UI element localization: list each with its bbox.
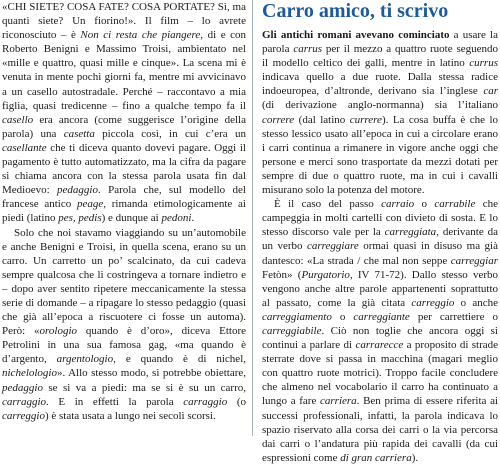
italic-run: peage xyxy=(76,198,104,211)
text-run: ). La cosa buffa è che lo stesso lessico usato all’epoca in cui a circolare erano i carri continua a rimanere in vigore anche oggi che persone e merci sono trasportate da mezzi dotati per sempre di due o quattro ruote, ma in cui i cavalli misurano solo la potenza del motore. xyxy=(262,113,499,197)
italic-run: carreggiar xyxy=(450,254,498,267)
italic-run: pedaggio xyxy=(57,184,98,197)
text-run: a proposito di strade sterrate dove si passa in macchina (magari meglio con quattro ruote motrici). Troppo facile concludere che almeno nel vocabolario il carro ha continuato a lungo a fare xyxy=(262,339,498,408)
bold-lead-in: Gli antichi romani avevano cominciato xyxy=(262,29,450,41)
text-run: . Ciò non toglie che ancora oggi si continui a parlare di xyxy=(262,324,498,352)
italic-run: carreggio xyxy=(411,296,455,309)
text-run: ) e dunque ai xyxy=(101,212,162,225)
italic-run: carreggiata xyxy=(384,226,437,239)
italic-run: correre xyxy=(262,113,295,126)
italic-run: carrabile xyxy=(434,198,476,211)
italic-run: carriera xyxy=(320,395,357,408)
italic-run: Non ci resta che piangere xyxy=(80,29,201,42)
italic-run: carreggiare xyxy=(307,240,359,253)
italic-run: carraggio xyxy=(183,395,228,408)
text-run: per carrettiere o xyxy=(409,310,498,323)
text-run: , rimanda etimologicamente ai piedi (latino xyxy=(2,198,246,225)
text-run: (dal latino xyxy=(294,113,350,126)
text-run: per il mezzo a quattro ruote seguendo il modello celtico dei galli, mentre in latino xyxy=(262,43,498,70)
italic-run: pedaggio xyxy=(2,381,43,394)
text-run: . Ben prima di essere riferita ai successi professionali, infatti, la parola indicava lo spazio riservato alla corsa dei carri o la via percorsa dai carri o l’andatura più rapida dei cavalli (da cui espressioni come xyxy=(262,395,499,464)
right-paragraph-1 xyxy=(262,28,498,197)
text-run: ) è stata usata a lungo nei secoli scorsi. xyxy=(44,409,216,422)
text-run: . E in effetti la parola xyxy=(46,395,184,408)
italic-run: currere xyxy=(349,113,382,126)
text-run: piccola così, in cui c’era un xyxy=(94,127,247,140)
italic-run: carrarecce xyxy=(355,339,404,352)
text-run: ». Allo stesso modo, si potrebbe obiettare, xyxy=(57,367,246,380)
text-run: (o xyxy=(227,395,246,408)
italic-run: argentologio xyxy=(56,353,114,366)
article-title: Carro amico, ti scrivo xyxy=(262,0,449,22)
text-run: Fetòn» ( xyxy=(262,268,302,281)
italic-run: carreggio xyxy=(2,409,45,422)
italic-run: Purgatorio xyxy=(301,268,350,281)
italic-run: currus xyxy=(469,57,498,70)
italic-run: pes, pedis xyxy=(58,212,102,225)
text-run: . Parola che, sul modello del francese antico xyxy=(2,184,246,211)
text-run: . xyxy=(191,212,195,225)
text-run: ). xyxy=(411,451,419,464)
text-run: , di e con Roberto Benigni e Massimo Troisi, ambientato nel «mille e quattro, quasi mille e cinque». La scena mi è venuta in mente pochi giorni fa, mentre mi avvicinavo a un casello autostradale. Perché – raccontavo a mia figlia, quasi tredicenne – fino a qualche tempo fa il xyxy=(2,29,246,112)
italic-run: pedoni xyxy=(161,212,192,225)
text-run: quando è d’oro», diceva Ettore Petrolini in una sua famosa gag, «ma quando è d’argento, xyxy=(2,325,246,366)
italic-run: carraio xyxy=(381,198,415,211)
text-run: Solo che noi stavamo viaggiando su un’automobile e anche Benigni e Troisi, in quella scena, erano su un carro. Un carretto un po’ scalcinato, da cui cadeva sempre qualcosa che li costringeva a tornare indietro e – dopo aver sentito ripetere meccanicamente la stessa serie di domande – a ripagare lo stesso pedaggio (quasi che già all’epoca a riscuotere ci fosse un automa). Però: « xyxy=(2,226,246,338)
text-run: che ti diceva quanto dovevi pagare. Oggi il pagamento è tutto automatizzato, ma la cifra da pagare si chiama ancora con la stessa parola usata fin dal Medioevo: xyxy=(2,141,246,197)
left-paragraph-1 xyxy=(2,0,246,226)
italic-run: nichelologio xyxy=(2,367,57,380)
text-run: , derivante da un verbo xyxy=(262,226,499,253)
right-column xyxy=(262,0,498,465)
text-run: se si va a piedi: ma se si è su un carro, xyxy=(42,381,246,394)
text-run: , e quando è di nichel, xyxy=(113,353,246,366)
text-run: o xyxy=(331,310,354,323)
left-column xyxy=(2,0,246,423)
text-run: a usare la parola xyxy=(262,29,499,56)
text-run: indicava quello a due ruote. Dalla stessa radice indoeuropea, d’altronde, derivano sia l’inglese xyxy=(262,71,498,98)
italic-run: casetta xyxy=(63,127,95,140)
italic-run: casellante xyxy=(2,141,47,154)
text-run: o xyxy=(414,198,435,211)
italic-run: carreggiante xyxy=(353,310,410,323)
left-paragraph-2 xyxy=(2,226,246,423)
text-run: (di derivazione anglo-normanna) sia l’italiano xyxy=(262,99,498,112)
text-run: È il caso del passo xyxy=(274,198,382,211)
column-divider xyxy=(252,0,253,436)
italic-run: carreggiamento xyxy=(262,310,332,323)
text-run: che campeggia in molti cartelli con divieto di sosta. E lo stesso discorso vale per la xyxy=(262,198,499,239)
italic-run: carraggio xyxy=(2,395,46,408)
italic-run: car xyxy=(483,85,498,98)
text-run: o anche xyxy=(454,296,498,309)
italic-run: carreggiabile xyxy=(262,324,322,337)
text-run: ormai quasi in disuso ma già dantesco: «La strada / che mal non seppe xyxy=(262,240,498,267)
italic-run: carrus xyxy=(293,43,323,56)
smallcaps-lead-in: «CHI SIETE? COSA FATE? COSA PORTATE? xyxy=(2,1,215,13)
italic-run: di gran carriera xyxy=(340,451,412,464)
right-paragraph-2 xyxy=(262,197,498,465)
text-run: era ancora (come suggerisce l’origine della parola) una xyxy=(2,113,246,140)
text-run: , IV 71-72). Dallo stesso verbo vengono anche altre parole appartenenti soprattutto al passato, come la già citata xyxy=(262,268,498,309)
italic-run: casello xyxy=(2,113,34,126)
text-run: Sì, ma quanti siete? Un fiorino!». Il film – lo avrete riconosciuto – è xyxy=(2,1,246,42)
italic-run: orologio xyxy=(39,325,78,338)
